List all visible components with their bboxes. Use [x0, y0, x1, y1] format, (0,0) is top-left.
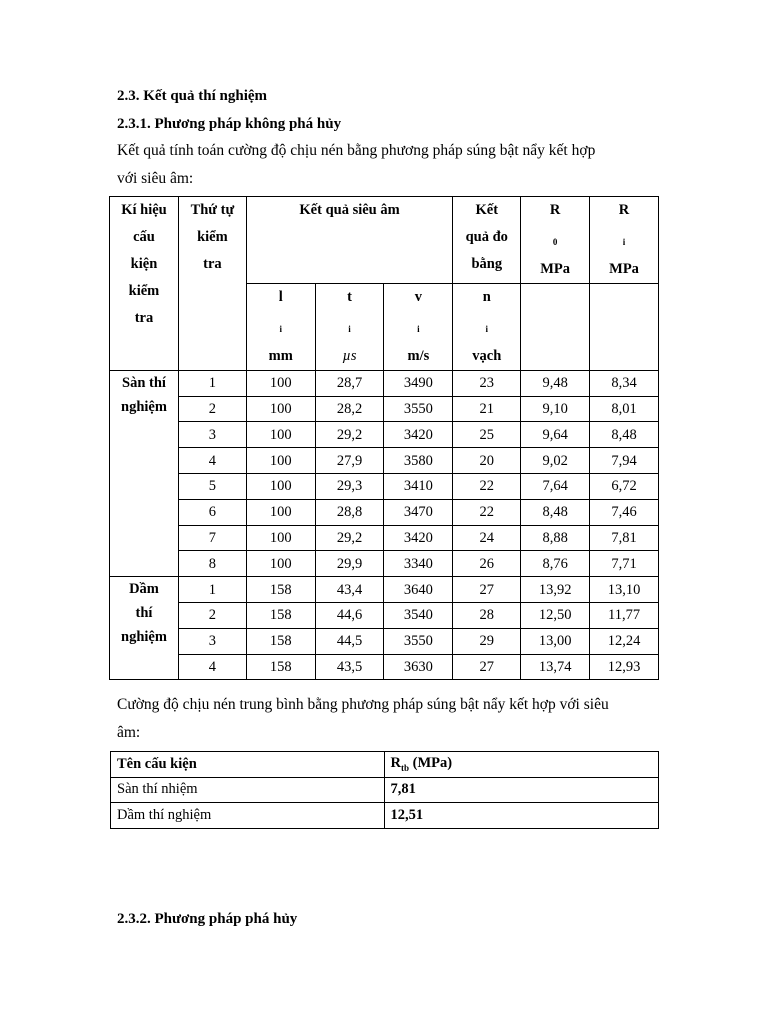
average-strength-table — [110, 751, 659, 829]
table-cell: 100 — [246, 370, 315, 396]
table-cell: 3 — [178, 628, 246, 654]
table-cell: 4 — [178, 654, 246, 680]
table-cell: 3490 — [384, 370, 453, 396]
table-cell: 9,10 — [521, 396, 590, 422]
table-cell: 28 — [453, 602, 521, 628]
element-group-cell: Dầm thí nghiệm — [110, 577, 179, 680]
subsection-title: 2.3.1. Phương pháp không phá hủy — [117, 116, 342, 132]
subsection-title-destructive: 2.3.2. Phương pháp phá hủy — [117, 911, 298, 927]
table-row — [110, 473, 659, 499]
header-measurement-result: Kết quả đo bằng — [453, 197, 521, 284]
table-cell: 3 — [178, 422, 246, 448]
table-cell: 28,2 — [315, 396, 384, 422]
table-cell: 27 — [453, 654, 521, 680]
table-cell: 100 — [246, 448, 315, 474]
table-cell: 6,72 — [590, 473, 659, 499]
table-cell: 5 — [178, 473, 246, 499]
table-cell: 3580 — [384, 448, 453, 474]
table-cell: 20 — [453, 448, 521, 474]
table-cell: 7,71 — [590, 551, 659, 577]
element-name-cell: Dầm thí nghiệm — [111, 803, 385, 829]
table-cell: 6 — [178, 499, 246, 525]
intro-paragraph-line-2: với siêu âm: — [117, 170, 194, 187]
table-cell: 23 — [453, 370, 521, 396]
table-row — [110, 499, 659, 525]
table-cell: 22 — [453, 499, 521, 525]
average-paragraph-line-2: âm: — [117, 724, 141, 741]
ultrasound-results-table — [109, 196, 659, 680]
table-cell: 43,5 — [315, 654, 384, 680]
table-cell: 3550 — [384, 396, 453, 422]
average-paragraph-line-1: Cường độ chịu nén trung bình bằng phương pháp súng bật nẩy kết hợp với siêu — [117, 696, 609, 713]
header-test-order: Thứ tự kiểm tra — [178, 197, 246, 371]
rtb-value-cell: 7,81 — [384, 777, 659, 803]
table-cell: 7,81 — [590, 525, 659, 551]
table-cell: 29,2 — [315, 422, 384, 448]
table-row — [111, 803, 659, 829]
table-cell: 28,8 — [315, 499, 384, 525]
table-cell: 1 — [178, 577, 246, 603]
table-cell: 44,5 — [315, 628, 384, 654]
header-element-name: Tên cấu kiện — [111, 752, 385, 778]
table-cell: 9,48 — [521, 370, 590, 396]
table-row — [110, 577, 659, 603]
table-cell: 27,9 — [315, 448, 384, 474]
table-row — [111, 777, 659, 803]
table-cell: 100 — [246, 525, 315, 551]
table-cell: 29,2 — [315, 525, 384, 551]
table-cell: 7,94 — [590, 448, 659, 474]
table-cell: 26 — [453, 551, 521, 577]
table-cell: 100 — [246, 473, 315, 499]
table-cell: 3340 — [384, 551, 453, 577]
table-cell: 3420 — [384, 525, 453, 551]
header-rebound: n $_i$ vạch — [453, 283, 521, 370]
table-cell: 100 — [246, 396, 315, 422]
table-cell: 3630 — [384, 654, 453, 680]
header-ri: R $_i$ MPa — [590, 197, 659, 284]
table-cell: 3540 — [384, 602, 453, 628]
table-cell: 3470 — [384, 499, 453, 525]
header-velocity: v $_i$ m/s — [384, 283, 453, 370]
table-cell: 8 — [178, 551, 246, 577]
table-cell: 158 — [246, 628, 315, 654]
header-blank — [590, 283, 659, 370]
table-cell: 11,77 — [590, 602, 659, 628]
table-cell: 4 — [178, 448, 246, 474]
table-cell: 1 — [178, 370, 246, 396]
table-cell: 100 — [246, 551, 315, 577]
table-cell: 12,93 — [590, 654, 659, 680]
table-cell: 158 — [246, 602, 315, 628]
section-title: 2.3. Kết quả thí nghiệm — [117, 88, 268, 104]
table-cell: 13,92 — [521, 577, 590, 603]
table-cell: 8,88 — [521, 525, 590, 551]
table-row — [110, 422, 659, 448]
table-cell: 29 — [453, 628, 521, 654]
table-cell: 27 — [453, 577, 521, 603]
table-cell: 7,64 — [521, 473, 590, 499]
header-ultrasound-results: Kết quả siêu âm — [246, 197, 453, 284]
table-cell: 3550 — [384, 628, 453, 654]
table-cell: 13,74 — [521, 654, 590, 680]
table-cell: 7,46 — [590, 499, 659, 525]
table-cell: 8,48 — [590, 422, 659, 448]
table-cell: 2 — [178, 602, 246, 628]
table-cell: 13,00 — [521, 628, 590, 654]
table-cell: 12,24 — [590, 628, 659, 654]
table-row — [110, 396, 659, 422]
table-cell: 100 — [246, 422, 315, 448]
element-name-cell: Sàn thí nhiệm — [111, 777, 385, 803]
table-cell: 8,01 — [590, 396, 659, 422]
table-row — [110, 370, 659, 396]
table-cell: 3640 — [384, 577, 453, 603]
header-time: t $_i$ µs — [315, 283, 384, 370]
table-cell: 9,64 — [521, 422, 590, 448]
intro-paragraph-line-1: Kết quả tính toán cường độ chịu nén bằng phương pháp súng bật nẩy kết hợp — [117, 142, 596, 159]
table-cell: 100 — [246, 499, 315, 525]
header-r0: R $_0$ MPa — [521, 197, 590, 284]
table-row — [110, 628, 659, 654]
table-cell: 158 — [246, 577, 315, 603]
table-cell: 7 — [178, 525, 246, 551]
table-row — [110, 448, 659, 474]
table-cell: 158 — [246, 654, 315, 680]
table-row — [110, 654, 659, 680]
table-cell: 8,34 — [590, 370, 659, 396]
rtb-value-cell: 12,51 — [384, 803, 659, 829]
table-cell: 3410 — [384, 473, 453, 499]
table-cell: 21 — [453, 396, 521, 422]
header-blank — [521, 283, 590, 370]
table-cell: 9,02 — [521, 448, 590, 474]
table-row — [110, 525, 659, 551]
table-cell: 29,3 — [315, 473, 384, 499]
table-cell: 44,6 — [315, 602, 384, 628]
header-rtb: $R_{tb}$ (MPa) — [384, 752, 659, 778]
table-cell: 8,76 — [521, 551, 590, 577]
table-cell: 3420 — [384, 422, 453, 448]
table-cell: 29,9 — [315, 551, 384, 577]
table-cell: 2 — [178, 396, 246, 422]
table-cell: 25 — [453, 422, 521, 448]
element-group-cell: Sàn thí nghiệm — [110, 370, 179, 576]
table-cell: 8,48 — [521, 499, 590, 525]
header-length: l $_i$ mm — [246, 283, 315, 370]
table-cell: 43,4 — [315, 577, 384, 603]
table-cell: 28,7 — [315, 370, 384, 396]
table-cell: 13,10 — [590, 577, 659, 603]
table-row — [110, 602, 659, 628]
table-cell: 22 — [453, 473, 521, 499]
table-cell: 24 — [453, 525, 521, 551]
table-row — [110, 551, 659, 577]
header-element-code: Kí hiệu cấu kiện kiểm tra — [110, 197, 179, 371]
table-cell: 12,50 — [521, 602, 590, 628]
